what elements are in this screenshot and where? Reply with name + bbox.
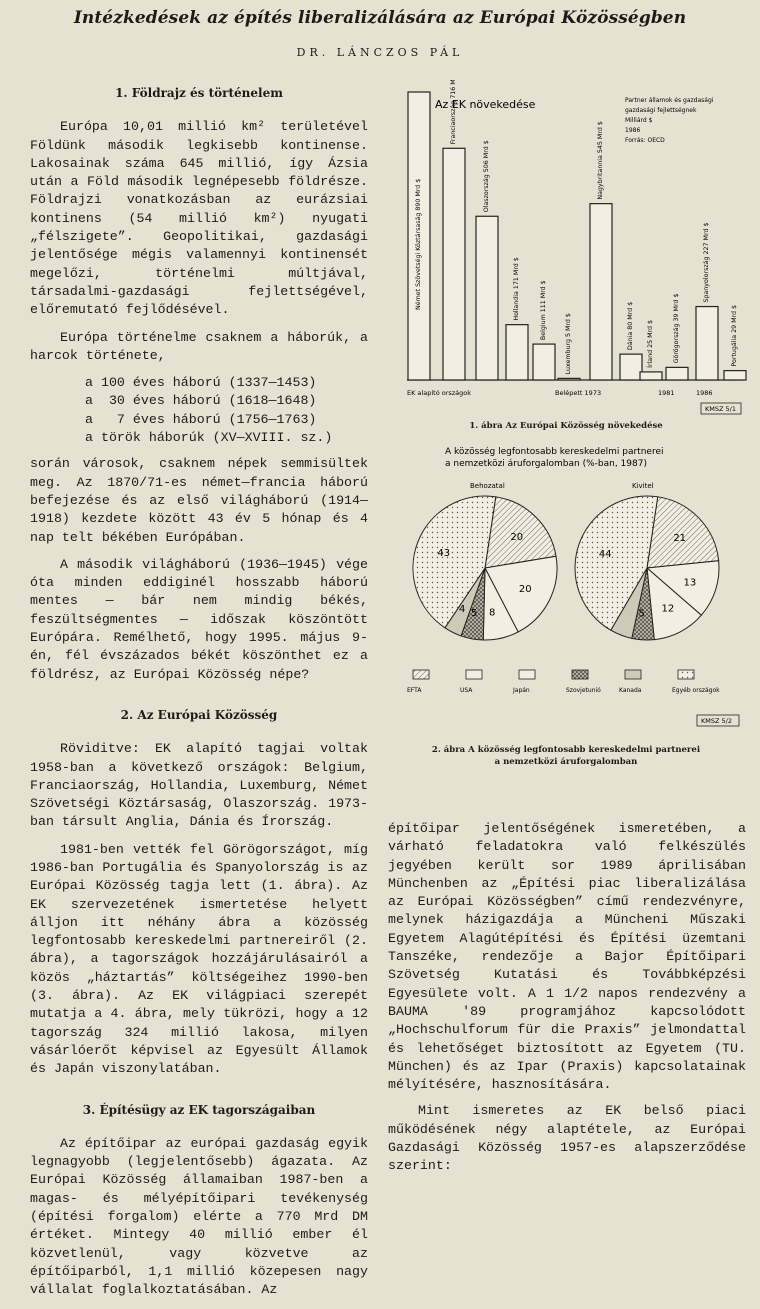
chart-note: Milliárd $: [625, 117, 653, 124]
legend-label: Szovjetunió: [566, 687, 601, 694]
bar-label: Luxemburg 5 Mrd $: [565, 313, 572, 375]
figure-column: [385, 80, 747, 768]
bar: [506, 325, 528, 380]
section1-paragraph: A második világháború (1936—1945) vége óta minden eddiginél hosszabb háború mentes — bár nem mindig békés, feszültségmentes — időszak köszöntött Európára. Remélhető, hogy 1995. május 9-én, fél évszázados békét köszönthet ez a földrész, az Európai Közösség népe?: [30, 556, 368, 682]
bar-label: Görögország 39 Mrd $: [673, 293, 680, 364]
trade-partners-pie-chart: [385, 440, 747, 740]
group-label: 1986: [696, 389, 713, 397]
section3-heading: 3. Építésügy az EK tagországaiban: [82, 1102, 316, 1117]
group-label: 1981: [658, 389, 675, 397]
group-label: EK alapító országok: [407, 389, 472, 397]
legend-swatch: [466, 670, 482, 679]
legend-label: USA: [460, 687, 473, 694]
bar-label: Dánia 80 Mrd $: [627, 301, 634, 351]
legend-label: EFTA: [407, 687, 422, 694]
wars-list-item: a 7 éves háború (1756—1763): [85, 411, 317, 427]
section1-paragraph: Európa 10,01 millió km² területével Földünk második legkisebb kontinense. Lakosainak száma 645 millió, így Ázsia után a Föld második legnépesebb földrésze. Földrajzi vonatkozásban az eurázsiai kontinens (54 millió km²) nyugati „félszigete”. Geopolitikai, gazdasági jelentősége mégis valamennyi kontinensét megelőzi, történelmi múltjával, társadalmi-gazdasági fejlettségével, előremutató fejlődésével.: [30, 119, 368, 318]
bar-label: Spanyolország 227 Mrd $: [703, 222, 710, 303]
legend-label: Kanada: [619, 687, 642, 694]
pie-label: 8: [489, 607, 496, 619]
bar: [640, 372, 662, 380]
chart-note: Forrás: OECD: [625, 137, 665, 144]
bar: [533, 344, 555, 380]
legend-swatch: [625, 670, 641, 679]
bar-label: Írland 25 Mrd $: [647, 319, 654, 368]
figure1-caption: 1. ábra Az Európai Közösség növekedése: [469, 421, 663, 431]
bar: [724, 371, 746, 380]
bar: [558, 378, 580, 380]
section2-heading: 2. Az Európai Közösség: [120, 707, 278, 722]
pie-label: 12: [661, 603, 675, 615]
figure2-caption: [385, 744, 747, 768]
pie-label: 43: [437, 547, 451, 559]
bar-label: Olaszország 506 Mrd $: [483, 140, 490, 213]
wars-list: [85, 374, 368, 447]
pie-label: 21: [673, 533, 687, 545]
legend-label: Egyéb országok: [672, 687, 720, 694]
legend-label: Japán: [513, 687, 530, 694]
chart-note: gazdasági fejlettségnek: [625, 107, 697, 114]
legend-swatch: [413, 670, 429, 679]
right-paragraph: Mint ismeretes az EK belső piaci működésének négy alaptétele, az Európai Gazdasági Közösség 1957-es alapszerződése szerint:: [388, 1103, 746, 1174]
bar: [590, 204, 612, 380]
bar-label: Nagybritannia 545 Mrd $: [597, 121, 604, 200]
pie-label: 20: [510, 532, 524, 544]
section1-paragraph: Európa történelme csaknem a háborúk, a harcok története,: [30, 329, 368, 363]
pie-label: 5: [470, 607, 478, 619]
wars-list-item: a török háborúk (XV—XVIII. sz.): [85, 430, 333, 446]
pie-label: 44: [598, 549, 612, 561]
pie-name: Behozatal: [470, 482, 505, 490]
chart-title: a nemzetközi áruforgalomban (%-ban, 1987): [445, 459, 647, 469]
figure-tag: KMSZ 5/1: [705, 405, 736, 413]
chart-note: 1986: [625, 127, 641, 134]
pie-name: Kivitel: [632, 482, 654, 490]
article-title: Intézkedések az építés liberalizálására az Európai Közösségben: [73, 8, 687, 28]
bar: [476, 216, 498, 380]
chart-title: A közösség legfontosabb kereskedelmi partnerei: [445, 447, 664, 457]
section3-paragraph: Az építőipar az európai gazdaság egyik legnagyobb (legjelentősebb) ágazata. Az Európai Közösség államaiban 1987-ben a magas- és mélyépítőipari tevékenység (építési forgalom) elérte a 770 Mrd DM értéket. Mintegy 40 millió ember él közvetlenül, vagy közvetve az építőiparból, 1,1 millió közepesen nagy vállalat foglalkoztatásában. Az: [30, 1135, 368, 1298]
section2-paragraph: 1981-ben vették fel Görögországot, míg 1986-ban Portugália és Spanyolország is az Európai Közösség tagja lett (1. ábra). Az EK szervezetének ismertetése helyett álljon itt néhány ábra a közösség legfontosabb kereskedelmi partnereiről (2. ábra), a tagországok hozzájárulásairól a közös „háztartás” költségeihez 1990-ben (3. ábra). Az EK világpiaci szerepét mutatja a 4. ábra, mely tükrözi, hogy a 12 tagország 324 millió lakosa, milyen vásárlóerőt képvisel az Egyesült Államok és Japán viszonylatában.: [30, 841, 368, 1077]
pie-label: 5: [638, 608, 645, 620]
ek-growth-bar-chart: [385, 80, 747, 420]
left-column: [30, 80, 368, 1309]
right-column-text: [388, 820, 746, 1184]
section2-paragraph: Röviditve: EK alapító tagjai voltak 1958-ban a következő országok: Belgium, Franciaország, Hollandia, Luxemburg, Német Szövetségi Köztársaság, Olaszország. 1973-ban társult Anglia, Dánia és Írország.: [30, 741, 368, 830]
bar: [620, 354, 642, 380]
bar: [443, 148, 465, 380]
pie-label: 13: [683, 577, 697, 589]
bar-label: Franciaország 716 Mrd $: [450, 80, 457, 145]
legend-swatch: [572, 670, 588, 679]
wars-list-item: a 100 éves háború (1337—1453): [85, 375, 317, 391]
right-paragraph: építőipar jelentőségének ismeretében, a várható feladatokra való felkészülés jegyében került sor 1989 áprilisában Münchenben az „Építési piac liberalizálása az Európai Közösségben” című rendezvényre, melynek házigazdája a Müncheni Műszaki Egyetem Alagútépítési és Építési üzemtani Tanszéke, rendezője a Bajor Építőipari Szövetség Kutatási és Továbbképzési Egyesülete volt. A 1 1/2 napos rendezvény a BAUMA '89 programjához kapcsolódott „Hochschulforum für die Praxis” jelmondattal és lehetőséget biztosított az Egyetem (TU. München) és az Ipar (Praxis) kapcsolatainak mélyítésére, hasznosítására.: [388, 821, 746, 1093]
legend-swatch: [519, 670, 535, 679]
section1-paragraph: során városok, csaknem népek semmisültek meg. Az 1870/71-es német—francia háború befejezése és az első világháború (1914—1918) kezdete között 43 év 5 hónap és 4 nap telt békében Európában.: [30, 456, 368, 545]
chart-title: Az EK növekedése: [435, 98, 536, 111]
figure2-caption-line: 2. ábra A közösség legfontosabb kereskedelmi partnerei: [431, 745, 701, 755]
bar: [696, 307, 718, 380]
group-label: Belépett 1973: [555, 389, 602, 397]
bar: [666, 367, 688, 380]
bar-label: Német Szövetségi Köztársaság 890 Mrd $: [415, 178, 422, 310]
figure2-caption-line: a nemzetközi áruforgalomban: [494, 757, 638, 767]
section1-heading: 1. Földrajz és történelem: [115, 86, 283, 100]
pie-label: 4: [459, 603, 466, 615]
bar-label: Portugália 29 Mrd $: [731, 304, 738, 367]
chart-note: Partner államok és gazdasági: [625, 97, 714, 104]
legend-swatch: [678, 670, 694, 679]
bar-label: Hollandia 171 Mrd $: [513, 257, 520, 321]
figure-tag: KMSZ 5/2: [701, 717, 732, 725]
wars-list-item: a 30 éves háború (1618—1648): [85, 393, 317, 409]
bar-label: Belgium 111 Mrd $: [540, 280, 547, 341]
pie-label: 20: [518, 583, 532, 595]
author-name: DR. LÁNCZOS PÁL: [296, 46, 464, 59]
